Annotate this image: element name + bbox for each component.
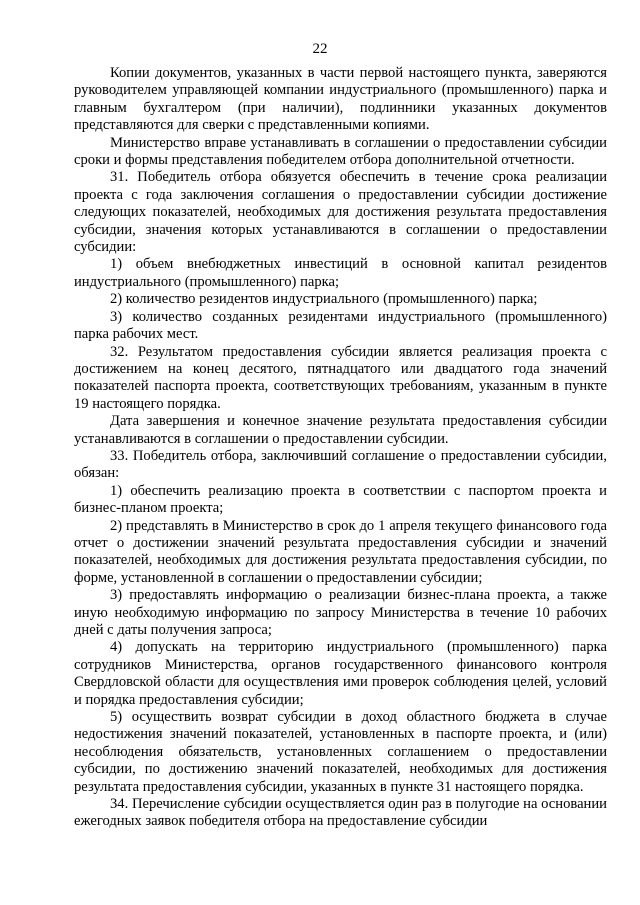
list-item: 2) количество резидентов индустриального (промышленного) парка; [110, 291, 538, 308]
paragraph: 32. Результатом предоставления субсидии является реализация проекта с достижением на конец десятого, пятнадцатого или двадцатого года значений показателей паспорта проекта, соответствующих требованиям, указанным в пункте 19 настоящего порядка. [74, 343, 607, 412]
paragraph: 33. Победитель отбора, заключивший соглашение о предоставлении субсидии, обязан: [74, 447, 607, 482]
list-item: 2) представлять в Министерство в срок до 1 апреля текущего финансового года отчет о достижении значений результата предоставления субсидии и значений показателей, необходимых для достижения результата предоставления субсидии, по форме, установленной в соглашении о предоставлении субсидии; [74, 517, 607, 586]
list-item: 5) осуществить возврат субсидии в доход областного бюджета в случае недостижения значений показателей, установленных в паспорте проекта, и (или) несоблюдения обязательств, установленных соглашением о предоставлении субсидии, по достижению значений показателей, необходимых для достижения результата предоставления субсидии, указанных в пункте 31 настоящего порядка. [74, 709, 607, 795]
document-body [74, 65, 607, 831]
page-number: 22 [312, 41, 328, 57]
list-item: 1) объем внебюджетных инвестиций в основной капитал резидентов индустриального (промышленного) парка; [74, 256, 607, 290]
paragraph: 34. Перечисление субсидии осуществляется один раз в полугодие на основании ежегодных заявок победителя отбора на предоставление субсидии [74, 796, 607, 830]
paragraph: Министерство вправе устанавливать в соглашении о предоставлении субсидии сроки и формы представления победителем отбора дополнительной отчетности. [74, 134, 607, 169]
paragraph: 31. Победитель отбора обязуется обеспечить в течение срока реализации проекта с года заключения соглашения о предоставлении субсидии достижение следующих показателей, необходимых для достижения результата предоставления субсидии, значения которых устанавливаются в соглашении о предоставлении субсидии: [74, 169, 607, 256]
list-item: 1) обеспечить реализацию проекта в соответствии с паспортом проекта и бизнес-планом проекта; [74, 482, 607, 517]
paragraph: Дата завершения и конечное значение результата предоставления субсидии устанавливаются в соглашении о предоставлении субсидии. [74, 413, 607, 447]
paragraph: Копии документов, указанных в части первой настоящего пункта, заверяются руководителем управляющей компании индустриального (промышленного) парка и главным бухгалтером (при наличии), подлинники указанных документов представляются для сверки с представленными копиями. [74, 65, 607, 134]
list-item: 4) допускать на территорию индустриального (промышленного) парка сотрудников Министерства, органов государственного финансового контроля Свердловской области для осуществления ими проверок соблюдения целей, условий и порядка предоставления субсидии; [74, 639, 607, 708]
list-item: 3) предоставлять информацию о реализации бизнес-плана проекта, а также иную необходимую информацию по запросу Министерства в течение 10 рабочих дней с даты получения запроса; [74, 587, 607, 638]
list-item: 3) количество созданных резидентами индустриального (промышленного) парка рабочих мест. [74, 308, 607, 343]
